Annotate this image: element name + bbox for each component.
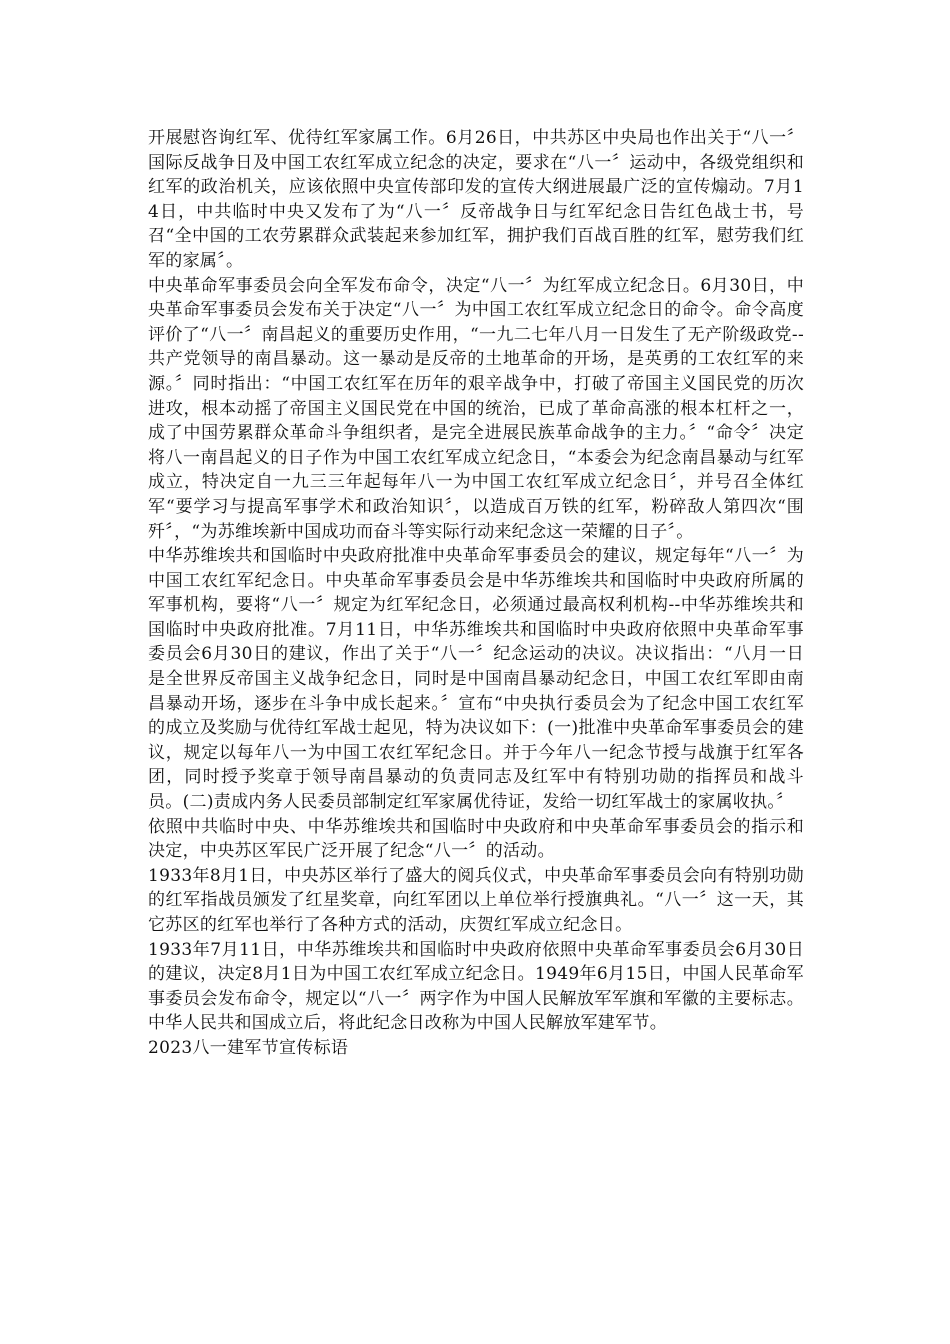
paragraph-3: 中华苏维埃共和国临时中央政府批准中央革命军事委员会的建议，规定每年“八一〞为中国工农红军纪念日。中央革命军事委员会是中华苏维埃共和国临时中央政府所属的军事机构，要将“八一〞规定为红军纪念日，必须通过最高权利机构--中华苏维埃共和国临时中央政府批准。7月11日，中华苏维埃共和国临时中央政府依照中央革命军事委员会6月30日的建议，作出了关于“八一〞纪念运动的决议。决议指出：“八月一日是全世界反帝国主义战争纪念日，同时是中国南昌暴动纪念日，中国工农红军即由南昌暴动开场，逐步在斗争中成长起来。〞宣布“中央执行委员会为了纪念中国工农红军的成立及奖励与优待红军战士起见，特为决议如下：(一)批准中央革命军事委员会的建议，规定以每年八一为中国工农红军纪念日。并于今年八一纪念节授与战旗于红军各团，同时授予奖章于领导南昌暴动的负责同志及红军中有特别功勋的指挥员和战斗员。(二)责成内务人民委员部制定红军家属优待证，发给一切红军战士的家属收执。〞 [148, 546, 804, 813]
paragraph-2: 中央革命军事委员会向全军发布命令，决定“八一〞为红军成立纪念日。6月30日，中央革命军事委员会发布关于决定“八一〞为中国工农红军成立纪念日的命令。命令高度评价了“八一〞南昌起义的重要历史作用，“一九二七年八月一日发生了无产阶级政党--共产党领导的南昌暴动。这一暴动是反帝的土地革命的开场，是英勇的工农红军的来源。〞同时指出：“中国工农红军在历年的艰辛战争中，打破了帝国主义国民党的历次进攻，根本动摇了帝国主义国民党在中国的统治，已成了革命高涨的根本杠杆之一，成了中国劳累群众革命斗争组织者，是完全进展民族革命战争的主力。〞“命令〞决定将八一南昌起义的日子作为中国工农红军成立纪念日，“本委会为纪念南昌暴动与红军成立，特决定自一九三三年起每年八一为中国工农红军成立纪念日〞，并号召全体红军“要学习与提高军事学术和政治知识〞，以造成百万铁的红军，粉碎敌人第四次“围歼〞，“为苏维埃新中国成功而奋斗等实际行动来纪念这一荣耀的日子〞。 [148, 275, 804, 542]
section-heading: 2023八一建军节宣传标语 [148, 1037, 349, 1058]
paragraph-6: 1933年7月11日，中华苏维埃共和国临时中央政府依照中央革命军事委员会6月30日的建议，决定8月1日为中国工农红军成立纪念日。1949年6月15日，中国人民革命军事委员会发布命令，规定以“八一〞两字作为中国人民解放军军旗和军徽的主要标志。中华人民共和国成立后，将此纪念日改称为中国人民解放军建军节。 [148, 939, 804, 1034]
document-page [148, 126, 804, 1061]
paragraph-4: 依照中共临时中央、中华苏维埃共和国临时中央政府和中央革命军事委员会的指示和决定，中央苏区军民广泛开展了纪念“八一〞的活动。 [148, 816, 804, 862]
paragraph-1: 开展慰咨询红军、优待红军家属工作。6月26日，中共苏区中央局也作出关于“八一〞国际反战争日及中国工农红军成立纪念的决定，要求在“八一〞运动中，各级党组织和红军的政治机关，应该依照中央宣传部印发的宣传大纲进展最广泛的宣传煽动。7月14日，中共临时中央又发布了为“八一〞反帝战争日与红军纪念日告红色战士书，号召“全中国的工农劳累群众武装起来参加红军，拥护我们百战百胜的红军，慰劳我们红军的家属〞。 [148, 128, 804, 271]
paragraph-5: 1933年8月1日，中央苏区举行了盛大的阅兵仪式，中央革命军事委员会向有特别功勋的红军指战员颁发了红星奖章，向红军团以上单位举行授旗典礼。“八一〞这一天，其它苏区的红军也举行了各种方式的活动，庆贺红军成立纪念日。 [148, 865, 804, 935]
